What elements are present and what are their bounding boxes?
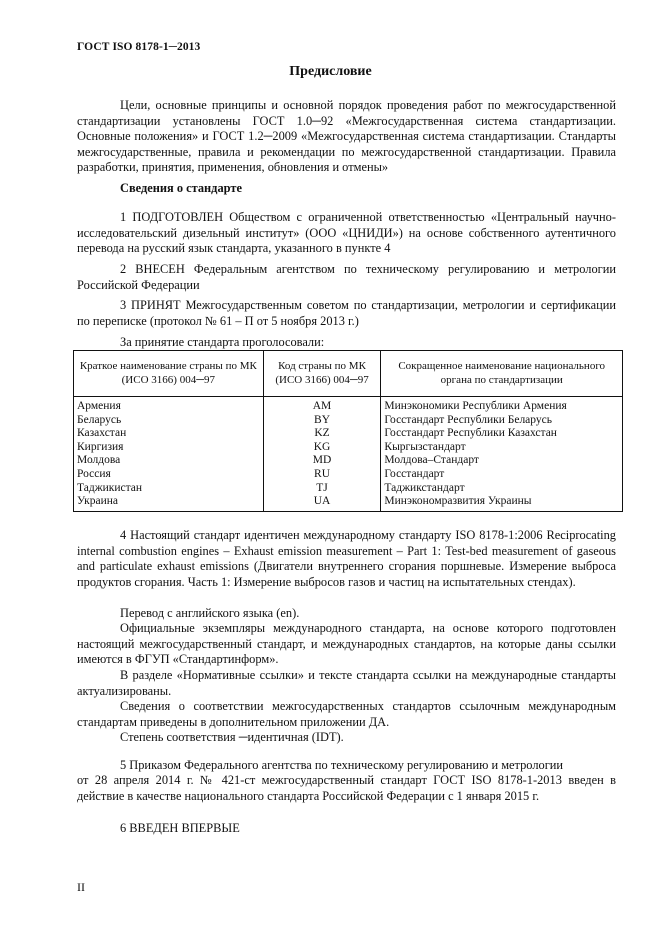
- item-2-paragraph: 2 ВНЕСЕН Федеральным агентством по техническому регулированию и метрологии Российской Федерации: [77, 262, 616, 292]
- item-3-paragraph: 3 ПРИНЯТ Межгосударственным советом по стандартизации, метрологии и сертификации по переписке (протокол № 61 – П от 5 ноября 2013 г.): [77, 298, 616, 328]
- cell-body: Госстандарт: [381, 468, 623, 482]
- cell-country: Казахстан: [74, 427, 264, 441]
- item-5-rest: от 28 апреля 2014 г. № 421-ст межгосударственный стандарт ГОСТ ISO 8178-1-2013 введен в действие в качестве национального стандарта Российской Федерации с 1 января 2015 г.: [77, 773, 616, 803]
- cell-code: AM: [263, 397, 381, 414]
- cell-country: Молдова: [74, 454, 264, 468]
- cell-code: TJ: [263, 482, 381, 496]
- item-4-degree: Степень соответствия ─идентичная (IDT).: [120, 730, 344, 744]
- item-4-paragraph: 4 Настоящий стандарт идентичен международному стандарту ISO 8178-1:2006 Reciprocating internal combustion engines – Exhaust emission measurement – Part 1: Test-bed measurement of gaseous and particulate exhaust emissions (Двигатели внутреннего сгорания поршневые. Измерение выброса продуктов сгорания. Часть 1: Измерение выбросов газов и частиц на испытательных стендах).: [77, 528, 616, 589]
- header-national-body: Сокращенное наименование национального органа по стандартизации: [381, 351, 623, 397]
- cell-country: Армения: [74, 397, 264, 414]
- cell-body: Таджикстандарт: [381, 482, 623, 496]
- cell-code: KG: [263, 441, 381, 455]
- item-4-normative-refs: В разделе «Нормативные ссылки» и тексте стандарта ссылки на международные стандарты актуализированы.: [77, 668, 616, 698]
- cell-code: KZ: [263, 427, 381, 441]
- cell-body: Госстандарт Республики Беларусь: [381, 414, 623, 428]
- table-header-row: [74, 351, 623, 397]
- cell-code: RU: [263, 468, 381, 482]
- cell-body: Минэкономразвития Украины: [381, 495, 623, 511]
- cell-body: Минэкономики Республики Армения: [381, 397, 623, 414]
- cell-country: Киргизия: [74, 441, 264, 455]
- item-4-annex-info: Сведения о соответствии межгосударственных стандартов ссылочным международным стандартам приведены в дополнительном приложении ДА.: [77, 699, 616, 729]
- table-caption: За принятие стандарта проголосовали:: [120, 335, 325, 349]
- table-row: [74, 414, 623, 428]
- cell-body: Молдова–Стандарт: [381, 454, 623, 468]
- item-5-first-line: 5 Приказом Федерального агентства по техническому регулированию и метрологии: [120, 758, 564, 772]
- cell-country: Украина: [74, 495, 264, 511]
- running-header: ГОСТ ISO 8178-1─2013: [77, 41, 201, 53]
- item-6-paragraph: 6 ВВЕДЕН ВПЕРВЫЕ: [120, 821, 240, 835]
- cell-body: Кыргызстандарт: [381, 441, 623, 455]
- cell-country: Таджикистан: [74, 482, 264, 496]
- table-row: [74, 427, 623, 441]
- voting-table: [73, 350, 623, 512]
- table-row: [74, 441, 623, 455]
- item-1-paragraph: 1 ПОДГОТОВЛЕН Обществом с ограниченной ответственностью «Центральный научно-исследовательский дизельный институт» (ООО «ЦНИДИ») на основе собственного аутентичного перевода на русский язык стандарта, указанного в пункте 4: [77, 210, 616, 256]
- section-heading: Сведения о стандарте: [120, 181, 242, 195]
- table-row: [74, 397, 623, 414]
- cell-country: Беларусь: [74, 414, 264, 428]
- item-4-translation: Перевод с английского языка (en).: [120, 606, 300, 620]
- header-country-name: Краткое наименование страны по МК (ИСО 3166) 004─97: [74, 351, 264, 397]
- header-country-code: Код страны по МК (ИСО 3166) 004─97: [263, 351, 381, 397]
- cell-body: Госстандарт Республики Казахстан: [381, 427, 623, 441]
- cell-code: MD: [263, 454, 381, 468]
- table-row: [74, 454, 623, 468]
- intro-paragraph: Цели, основные принципы и основной порядок проведения работ по межгосударственной стандартизации установлены ГОСТ 1.0─92 «Межгосударственная система стандартизации. Основные положения» и ГОСТ 1.2─2009 «Межгосударственная система стандартизации. Стандарты межгосударственные, правила и рекомендации по межгосударственной стандартизации. Правила разработки, принятия, применения, обновления и отмены»: [77, 98, 616, 175]
- cell-code: BY: [263, 414, 381, 428]
- item-4-official-copies: Официальные экземпляры международного стандарта, на основе которого подготовлен настоящий межгосударственный стандарт, и международных стандартов, на которые даны ссылки имеются в ФГУП «Стандартинформ».: [77, 621, 616, 667]
- table-row: [74, 468, 623, 482]
- page-title: Предисловие: [289, 64, 372, 79]
- table-row: [74, 495, 623, 511]
- cell-code: UA: [263, 495, 381, 511]
- cell-country: Россия: [74, 468, 264, 482]
- page-number: II: [77, 880, 85, 894]
- table-row: [74, 482, 623, 496]
